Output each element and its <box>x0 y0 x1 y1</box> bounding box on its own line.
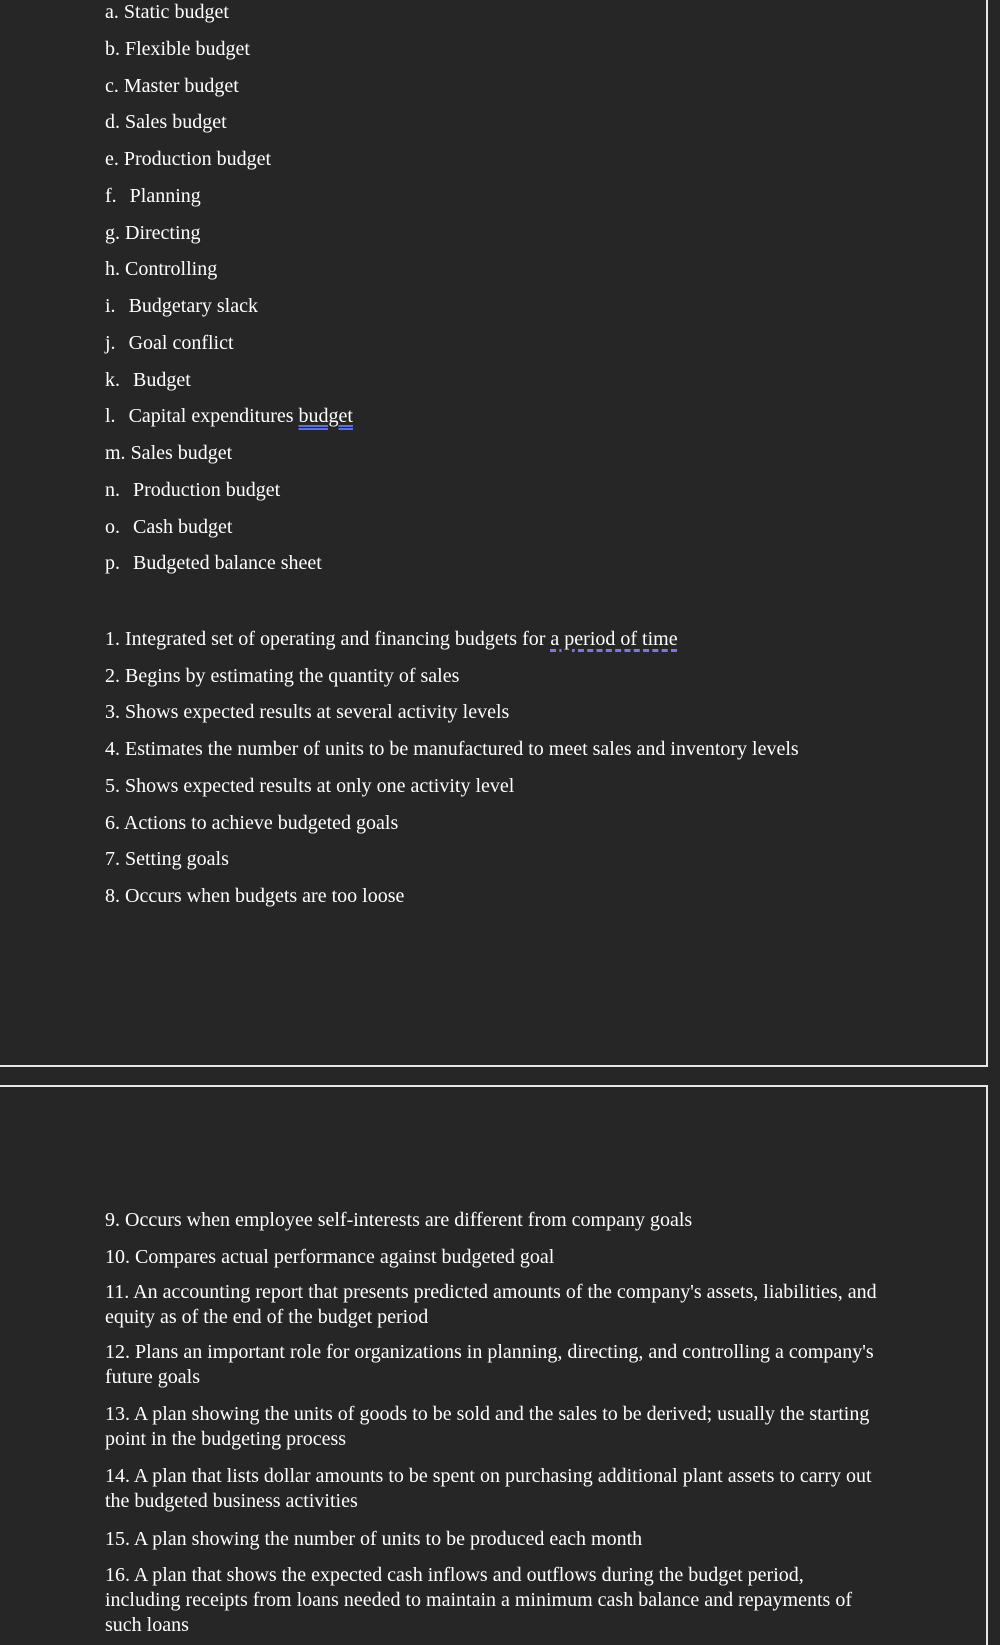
definition-number: 4. <box>105 738 120 760</box>
definition-number: 14. <box>105 1465 130 1487</box>
definition-item <box>105 811 905 836</box>
definition-text: Occurs when employee self-interests are different from company goals <box>125 1209 693 1231</box>
definition-item <box>105 1464 880 1514</box>
term-text: Directing <box>125 222 201 244</box>
definition-text: An accounting report that presents predicted amounts of the company's assets, liabilities, and equity as of the end of the budget period <box>105 1281 877 1328</box>
definition-text: Integrated set of operating and financing budgets for <box>125 628 546 650</box>
term-label: f. <box>105 185 117 207</box>
definition-item <box>105 737 905 762</box>
definition-number: 13. <box>105 1403 130 1425</box>
definition-text: A plan that shows the expected cash inflows and outflows during the budget period, including receipts from loans needed to maintain a minimum cash balance and repayments of such loans <box>105 1564 852 1636</box>
term-label: l. <box>105 405 116 427</box>
term-label: c. <box>105 75 119 97</box>
definition-number: 6. <box>105 812 120 834</box>
definition-item <box>105 1402 880 1452</box>
term-text: Budget <box>133 369 191 391</box>
definition-item <box>105 700 905 725</box>
definition-text: Compares actual performance against budgeted goal <box>135 1246 555 1268</box>
definition-number: 15. <box>105 1528 130 1550</box>
term-text: Production budget <box>133 479 281 501</box>
definition-text: A plan showing the units of goods to be sold and the sales to be derived; usually the starting point in the budgeting process <box>105 1403 870 1450</box>
term-text: Master budget <box>123 75 239 97</box>
definition-item <box>105 627 905 652</box>
term-label: h. <box>105 258 120 280</box>
term-item <box>105 294 905 319</box>
definition-text: Actions to achieve budgeted goals <box>123 812 399 834</box>
definition-text: Shows expected results at several activity levels <box>125 701 510 723</box>
term-label: k. <box>105 369 120 391</box>
term-item <box>105 404 905 429</box>
term-label: g. <box>105 222 120 244</box>
term-label: d. <box>105 111 120 133</box>
definition-text: Occurs when budgets are too loose <box>125 885 405 907</box>
term-item <box>105 147 905 172</box>
definition-text: Plans an important role for organizations in planning, directing, and controlling a company's future goals <box>105 1341 874 1388</box>
definition-item <box>105 1340 880 1390</box>
definition-text: Begins by estimating the quantity of sales <box>125 665 460 687</box>
term-label: m. <box>105 442 126 464</box>
term-text: Cash budget <box>133 516 233 538</box>
definition-number: 9. <box>105 1209 120 1231</box>
term-text: Controlling <box>125 258 218 280</box>
term-label: o. <box>105 516 120 538</box>
definition-item <box>105 1280 880 1330</box>
term-item <box>105 368 905 393</box>
grammar-flagged-phrase[interactable]: a period of time <box>550 628 678 650</box>
definition-item <box>105 1527 905 1552</box>
term-item <box>105 257 905 282</box>
term-item <box>105 221 905 246</box>
term-text: Capital expenditures <box>128 405 294 427</box>
definition-text: Estimates the number of units to be manufactured to meet sales and inventory levels <box>125 738 799 760</box>
term-label: i. <box>105 295 116 317</box>
definition-number: 10. <box>105 1246 130 1268</box>
definition-item <box>105 847 905 872</box>
definition-number: 11. <box>105 1281 130 1303</box>
definition-item <box>105 1563 880 1638</box>
definition-number: 5. <box>105 775 120 797</box>
spellcheck-flagged-word[interactable]: budget <box>298 405 353 427</box>
definition-text: Setting goals <box>125 848 229 870</box>
term-item <box>105 515 905 540</box>
term-item <box>105 184 905 209</box>
term-text: Static budget <box>123 1 229 23</box>
definition-number: 2. <box>105 665 120 687</box>
definition-number: 3. <box>105 701 120 723</box>
term-label: p. <box>105 552 120 574</box>
term-item <box>105 478 905 503</box>
definition-number: 8. <box>105 885 120 907</box>
term-item <box>105 0 905 25</box>
term-item <box>105 37 905 62</box>
term-item <box>105 331 905 356</box>
term-text: Budgetary slack <box>128 295 258 317</box>
term-text: Production budget <box>123 148 272 170</box>
definition-number: 1. <box>105 628 120 650</box>
term-item <box>105 74 905 99</box>
document-page-2 <box>0 1085 988 1645</box>
term-text: Goal conflict <box>128 332 234 354</box>
term-item <box>105 551 905 576</box>
term-label: b. <box>105 38 120 60</box>
definition-item <box>105 774 905 799</box>
definition-number: 16. <box>105 1564 130 1586</box>
definition-item <box>105 1208 905 1233</box>
term-text: Budgeted balance sheet <box>133 552 322 574</box>
definition-number: 12. <box>105 1341 130 1363</box>
term-item <box>105 441 905 466</box>
term-label: e. <box>105 148 119 170</box>
definition-item <box>105 664 905 689</box>
definition-text: Shows expected results at only one activity level <box>125 775 515 797</box>
definition-item <box>105 884 905 909</box>
definition-text: A plan showing the number of units to be produced each month <box>133 1528 643 1550</box>
definition-text: A plan that lists dollar amounts to be spent on purchasing additional plant assets to carry out the budgeted business activities <box>105 1465 872 1512</box>
term-text: Planning <box>129 185 201 207</box>
term-label: j. <box>105 332 116 354</box>
definition-number: 7. <box>105 848 120 870</box>
definition-item <box>105 1245 905 1270</box>
term-text: Sales budget <box>130 442 233 464</box>
term-label: n. <box>105 479 120 501</box>
term-text: Sales budget <box>125 111 227 133</box>
term-text: Flexible budget <box>125 38 250 60</box>
term-item <box>105 110 905 135</box>
term-label: a. <box>105 1 119 23</box>
